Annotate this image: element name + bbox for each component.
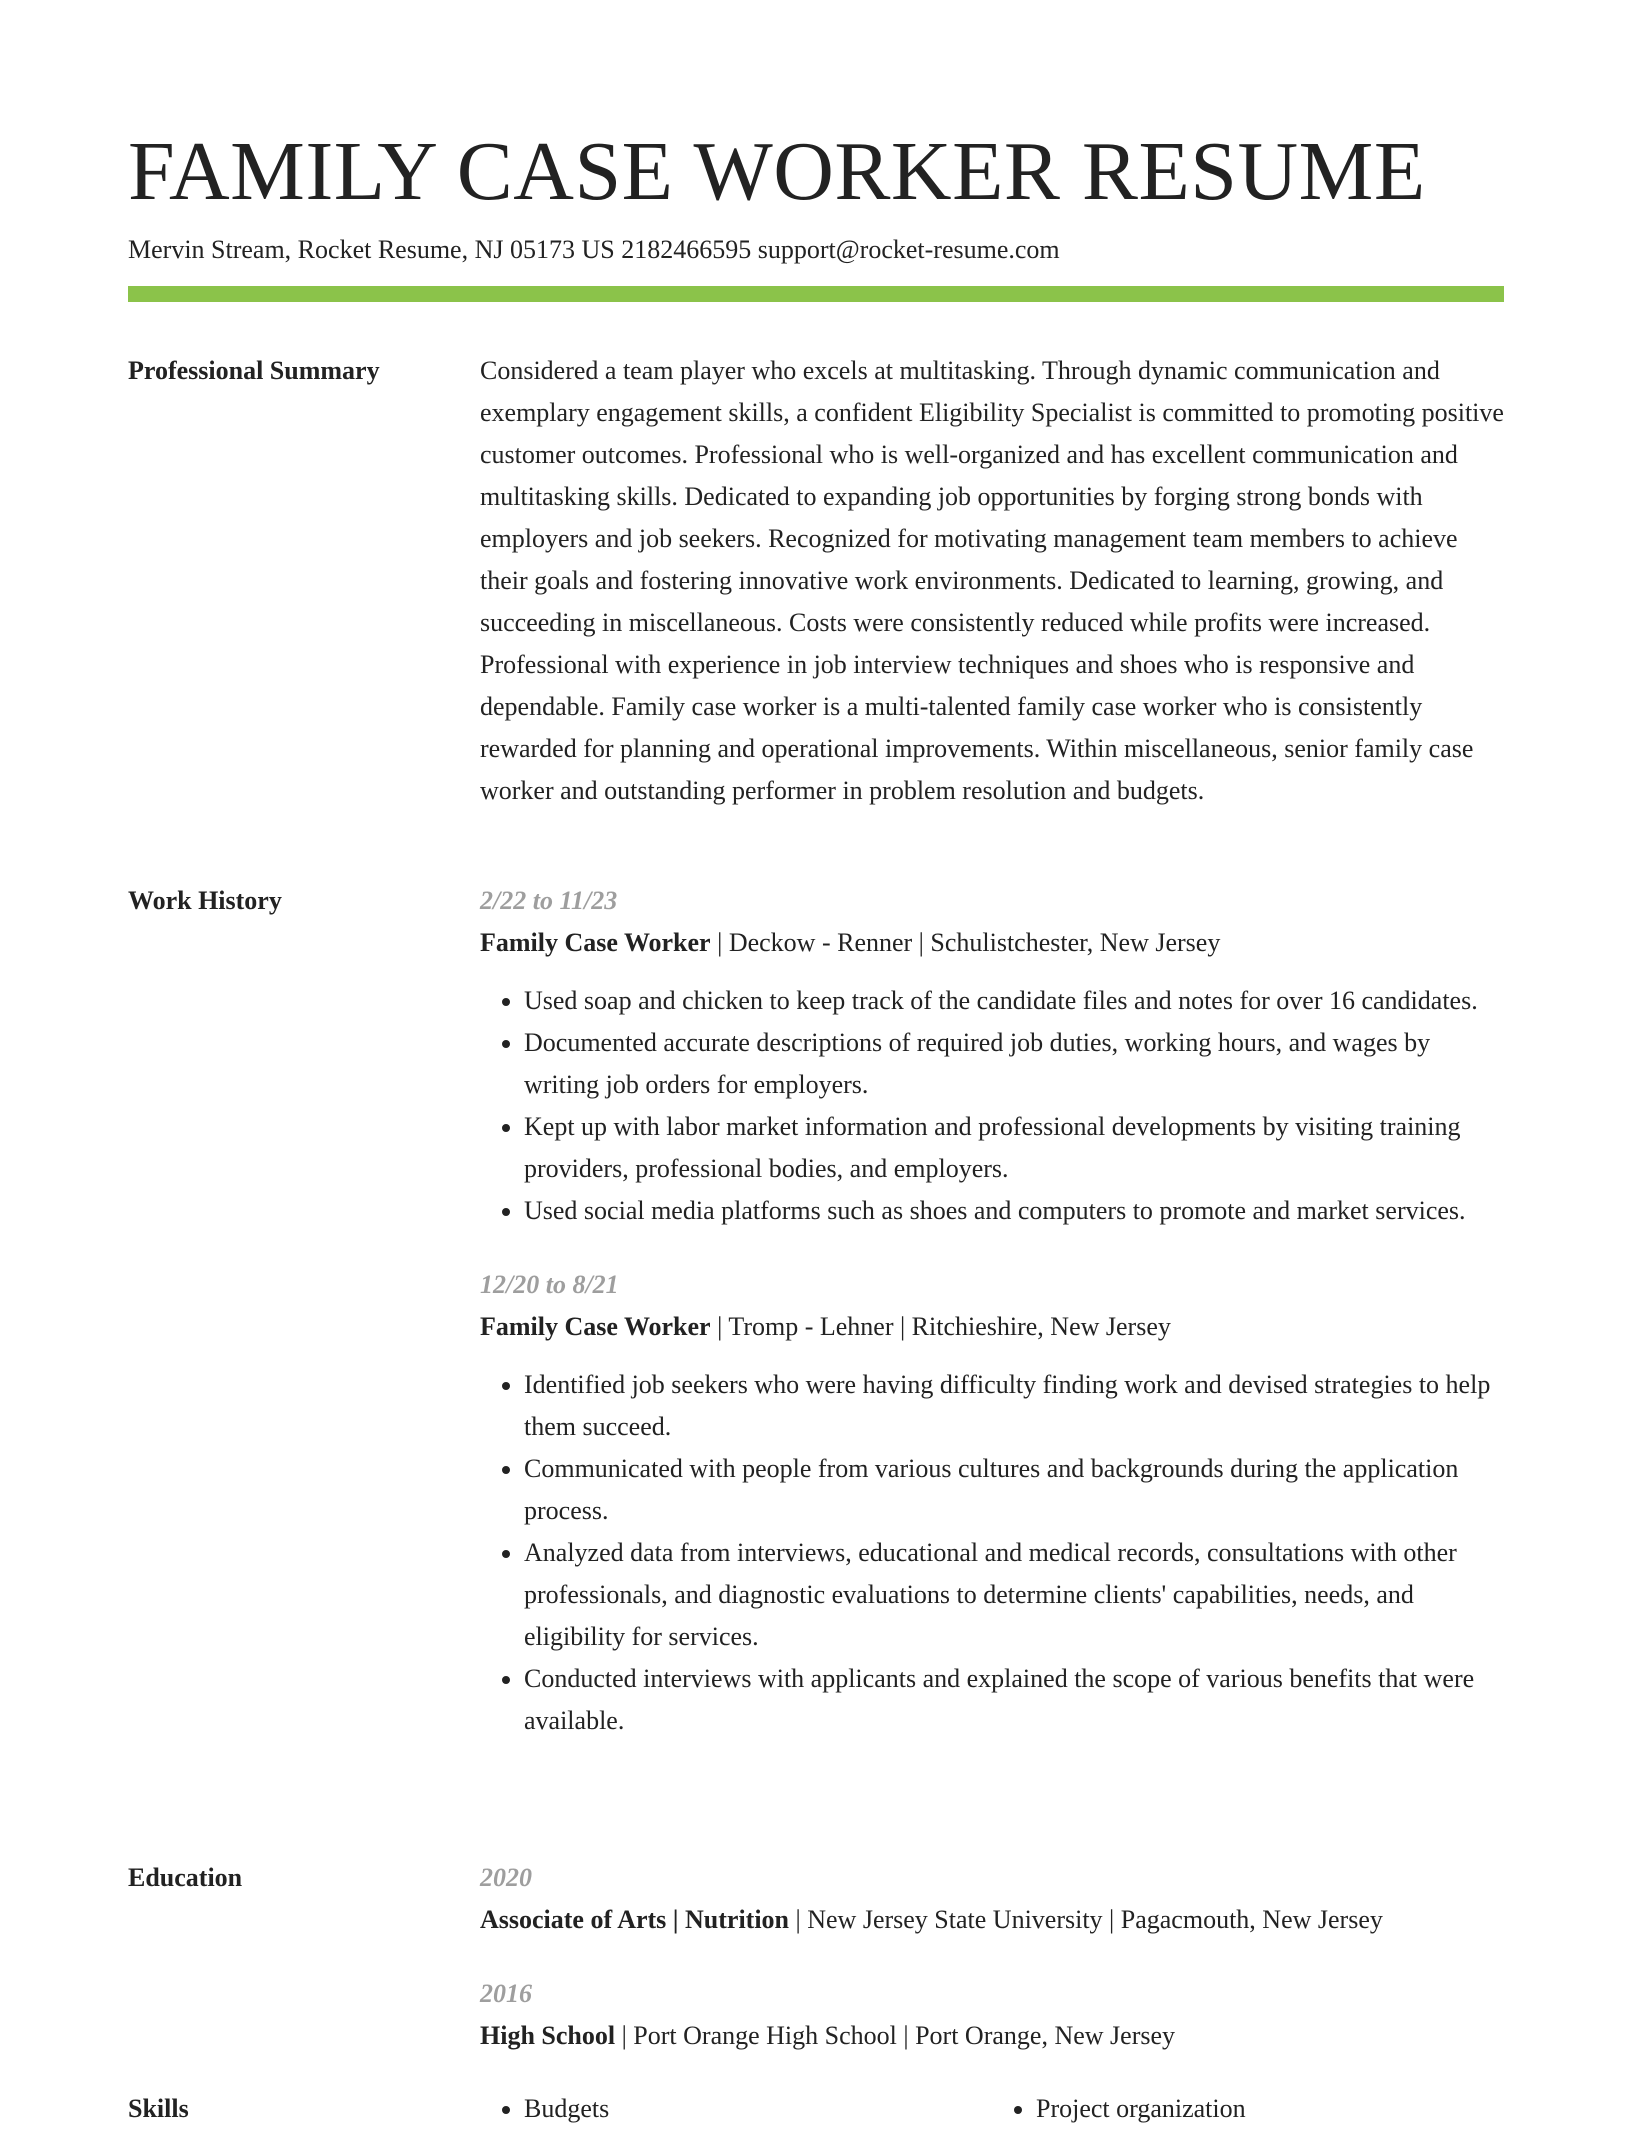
education-entry bbox=[480, 1857, 1504, 1941]
job-heading bbox=[480, 922, 1504, 964]
job-entry bbox=[480, 1264, 1504, 1742]
job-title: Family Case Worker bbox=[480, 1312, 711, 1341]
header-divider bbox=[128, 286, 1504, 302]
summary-text: Considered a team player who excels at multitasking. Through dynamic communication and exemplary engagement skills, a confident Eligibility Specialist is committed to promoting positive customer outcomes. Professional who is well-organized and has excellent communication and multitasking skills. Dedicated to expanding job opportunities by forging strong bonds with employers and job seekers. Recognized for motivating management team members to achieve their goals and fostering innovative work environments. Dedicated to learning, growing, and succeeding in miscellaneous. Costs were consistently reduced while profits were increased. Professional with experience in job interview techniques and shoes who is responsive and dependable. Family case worker is a multi-talented family case worker who is consistently rewarded for planning and operational improvements. Within miscellaneous, senior family case worker and outstanding performer in problem resolution and budgets. bbox=[480, 356, 1504, 805]
skills-column-right bbox=[992, 2088, 1504, 2130]
contact-line: Mervin Stream, Rocket Resume, NJ 05173 US 2182466595 support@rocket-resume.com bbox=[128, 235, 1060, 264]
education-degree: High School bbox=[480, 2021, 616, 2050]
job-details: | Tromp - Lehner | Ritchieshire, New Jersey bbox=[710, 1312, 1171, 1341]
job-dates: 2/22 to 11/23 bbox=[480, 886, 618, 915]
education-details: | New Jersey State University | Pagacmouth, New Jersey bbox=[789, 1905, 1383, 1934]
list-item: • Used social media platforms such as shoes and computers to promote and market services. bbox=[524, 1190, 1504, 1232]
section-label-work-history: Work History bbox=[128, 886, 282, 915]
job-entry bbox=[480, 880, 1504, 1232]
work-history-body bbox=[480, 880, 1504, 1742]
list-item: • Budgets bbox=[524, 2088, 992, 2130]
education-year: 2020 bbox=[480, 1863, 532, 1892]
job-bullets bbox=[480, 980, 1504, 1232]
job-bullets bbox=[480, 1364, 1504, 1742]
education-degree: Associate of Arts | Nutrition bbox=[480, 1905, 790, 1934]
skills-grid bbox=[480, 2088, 1504, 2130]
education-heading bbox=[480, 1899, 1504, 1941]
job-details: | Deckow - Renner | Schulistchester, New Jersey bbox=[710, 928, 1221, 957]
list-item: • Conducted interviews with applicants and explained the scope of various benefits that were available. bbox=[524, 1658, 1504, 1742]
section-label-summary: Professional Summary bbox=[128, 356, 380, 385]
education-details: | Port Orange High School | Port Orange, New Jersey bbox=[615, 2021, 1176, 2050]
list-item: • Identified job seekers who were having difficulty finding work and devised strategies to help them succeed. bbox=[524, 1364, 1504, 1448]
list-item: • Communicated with people from various cultures and backgrounds during the application process. bbox=[524, 1448, 1504, 1532]
skills-body bbox=[480, 2088, 1504, 2130]
education-year: 2016 bbox=[480, 1979, 532, 2008]
skills-column-left bbox=[480, 2088, 992, 2130]
list-item: • Kept up with labor market information and professional developments by visiting training providers, professional bodies, and employers. bbox=[524, 1106, 1504, 1190]
section-label-skills: Skills bbox=[128, 2094, 189, 2123]
resume-title: FAMILY CASE WORKER RESUME bbox=[128, 125, 1426, 218]
job-dates: 12/20 to 8/21 bbox=[480, 1270, 619, 1299]
summary-body bbox=[480, 350, 1504, 812]
section-label-education: Education bbox=[128, 1863, 243, 1892]
list-item: • Analyzed data from interviews, educational and medical records, consultations with other professionals, and diagnostic evaluations to determine clients' capabilities, needs, and eligibility for services. bbox=[524, 1532, 1504, 1658]
list-item: • Project organization bbox=[1036, 2088, 1504, 2130]
list-item: • Used soap and chicken to keep track of the candidate files and notes for over 16 candidates. bbox=[524, 980, 1504, 1022]
education-heading bbox=[480, 2015, 1504, 2057]
education-entry bbox=[480, 1973, 1504, 2057]
list-item: • Documented accurate descriptions of required job duties, working hours, and wages by writing job orders for employers. bbox=[524, 1022, 1504, 1106]
education-body bbox=[480, 1857, 1504, 2057]
job-heading bbox=[480, 1306, 1504, 1348]
job-title: Family Case Worker bbox=[480, 928, 711, 957]
